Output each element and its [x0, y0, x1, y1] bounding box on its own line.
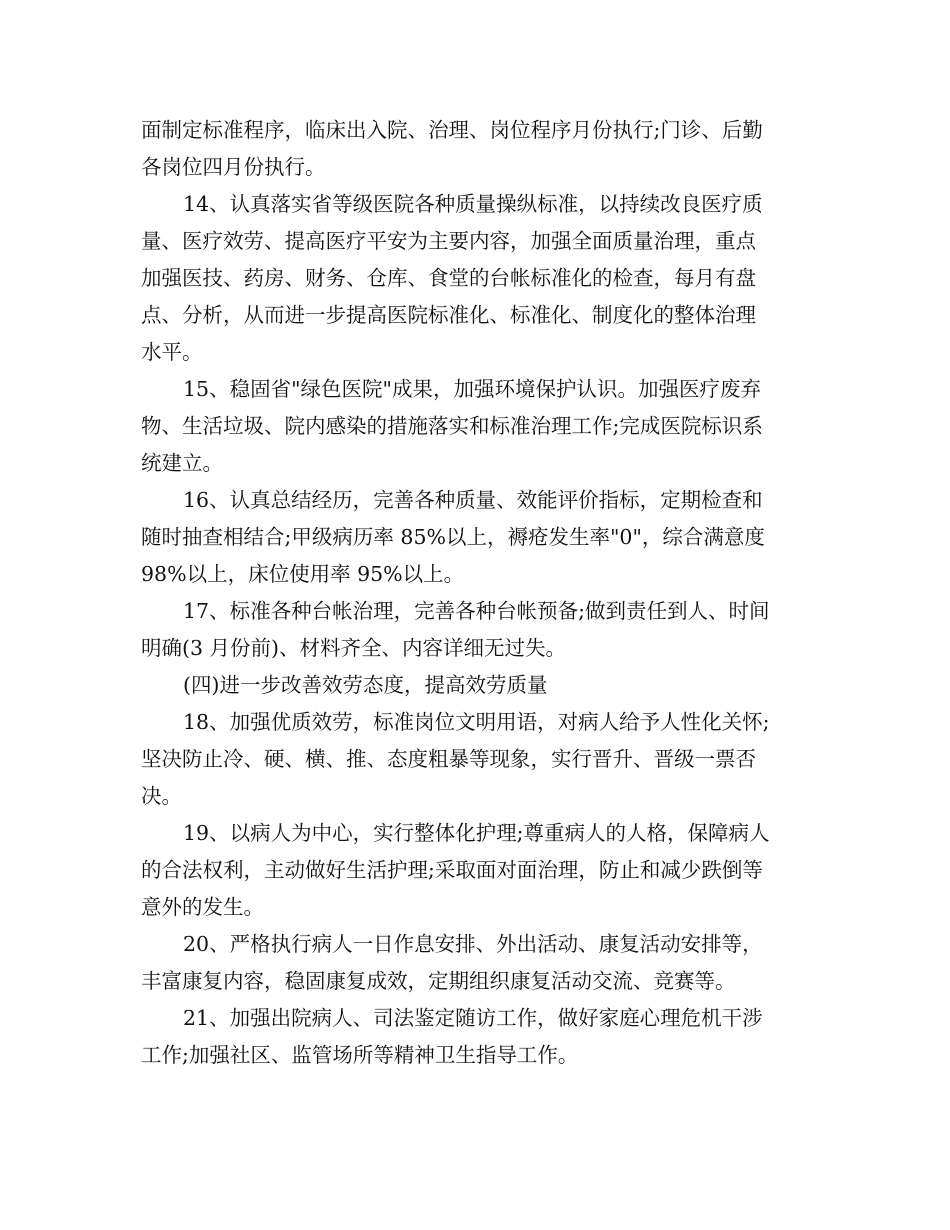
paragraph-18-line: 18、加强优质效劳，标准岗位文明用语，对病人给予人性化关怀; [183, 710, 770, 734]
paragraph-20-line: 20、严格执行病人一日作息安排、外出活动、康复活动安排等， [183, 932, 763, 956]
text-line: 丰富康复内容，稳固康复成效，定期组织康复活动交流、竞赛等。 [141, 969, 736, 993]
paragraph-14-line: 14、认真落实省等级医院各种质量操纵标准，以持续改良医疗质 [183, 192, 763, 216]
text-line: 物、生活垃圾、院内感染的措施落实和标准治理工作;完成医院标识系 [141, 414, 763, 438]
paragraph-17-line: 17、标准各种台帐治理，完善各种台帐预备;做到责任到人、时间 [183, 599, 770, 623]
paragraph-15-line: 15、稳固省"绿色医院"成果，加强环境保护认识。加强医疗废弃 [183, 377, 761, 401]
document-body [141, 112, 813, 1074]
text-line: 量、医疗效劳、提高医疗平安为主要内容，加强全面质量治理，重点 [141, 229, 756, 253]
text-line: 加强医技、药房、财务、仓库、食堂的台帐标准化的检查，每月有盘 [141, 266, 756, 290]
text-line: 98%以上，床位使用率 95%以上。 [141, 562, 465, 586]
text-line: 坚决防止冷、硬、横、推、态度粗暴等现象，实行晋升、晋级一票否 [141, 747, 756, 771]
text-line: 统建立。 [141, 451, 223, 475]
text-line: 面制定标准程序，临床出入院、治理、岗位程序月份执行;门诊、后勤 [141, 118, 763, 142]
text-line: 的合法权利，主动做好生活护理;采取面对面治理，防止和减少跌倒等 [141, 858, 763, 882]
section-heading: (四)进一步改善效劳态度，提高效劳质量 [183, 673, 548, 697]
paragraph-21-line: 21、加强出院病人、司法鉴定随访工作，做好家庭心理危机干涉 [183, 1006, 763, 1030]
text-line: 点、分析，从而进一步提高医院标准化、标准化、制度化的整体治理 [141, 303, 756, 327]
text-line: 各岗位四月份执行。 [141, 155, 326, 179]
paragraph-16-line: 16、认真总结经历，完善各种质量、效能评价指标，定期检查和 [183, 488, 763, 512]
text-line: 水平。 [141, 340, 203, 364]
paragraph-19-line: 19、以病人为中心，实行整体化护理;尊重病人的人格，保障病人 [183, 821, 770, 845]
text-line: 决。 [141, 784, 182, 808]
text-line: 工作;加强社区、监管场所等精神卫生指导工作。 [141, 1043, 579, 1067]
text-line: 随时抽查相结合;甲级病历率 85%以上，褥疮发生率"0"，综合满意度 [141, 525, 765, 549]
text-line: 明确(3 月份前)、材料齐全、内容详细无过失。 [141, 636, 567, 660]
text-line: 意外的发生。 [141, 895, 264, 919]
